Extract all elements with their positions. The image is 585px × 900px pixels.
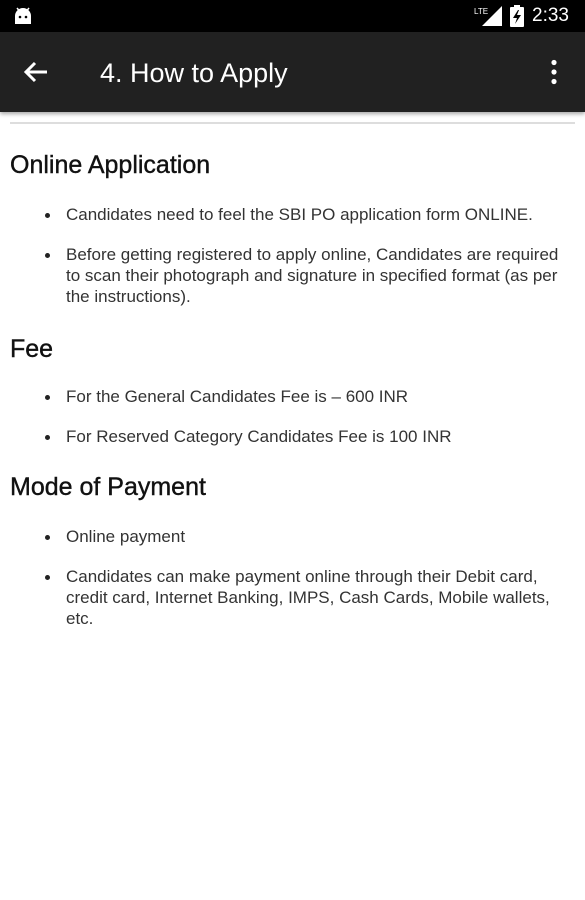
status-clock: 2:33 <box>532 5 569 26</box>
overflow-menu-button[interactable] <box>534 48 574 96</box>
android-icon <box>12 6 34 26</box>
fee-list <box>0 386 585 466</box>
battery-charging-icon <box>510 5 524 27</box>
article-content[interactable] <box>0 112 585 900</box>
bullet-icon <box>45 575 50 580</box>
section-heading-fee: Fee <box>10 335 54 363</box>
bullet-icon <box>45 395 50 400</box>
online-application-list <box>0 204 585 326</box>
bullet-icon <box>45 535 50 540</box>
app-bar <box>0 32 585 112</box>
bullet-icon <box>45 435 50 440</box>
list-item <box>0 426 585 447</box>
mode-of-payment-list <box>0 526 585 648</box>
list-item <box>0 526 585 547</box>
list-item-text: Candidates can make payment online through their Debit card, credit card, Internet Banking, IMPS, Cash Cards, Mobile wallets, etc. <box>66 567 550 628</box>
bullet-icon <box>45 213 50 218</box>
list-item-text: Online payment <box>66 527 186 546</box>
bullet-icon <box>45 253 50 258</box>
arrow-back-icon <box>22 58 50 86</box>
list-item-text: For the General Candidates Fee is – 600 INR <box>66 387 409 406</box>
section-heading-online-application: Online Application <box>10 151 211 179</box>
list-item <box>0 204 585 225</box>
list-item <box>0 566 585 629</box>
list-item <box>0 244 585 307</box>
section-heading-mode-of-payment: Mode of Payment <box>10 473 206 501</box>
status-bar <box>0 0 585 32</box>
lte-signal-icon <box>474 6 502 26</box>
svg-text:LTE: LTE <box>474 7 489 16</box>
list-item <box>0 386 585 407</box>
page-title: 4. How to Apply <box>100 58 288 88</box>
list-item-text: Before getting registered to apply online, Candidates are required to scan their photograph and signature in specified format (as per the instructions). <box>66 245 559 306</box>
content-divider <box>10 122 575 124</box>
list-item-text: Candidates need to feel the SBI PO application form ONLINE. <box>66 205 533 224</box>
list-item-text: For Reserved Category Candidates Fee is 100 INR <box>66 427 452 446</box>
back-button[interactable] <box>12 48 60 96</box>
overflow-menu-icon <box>550 59 558 85</box>
